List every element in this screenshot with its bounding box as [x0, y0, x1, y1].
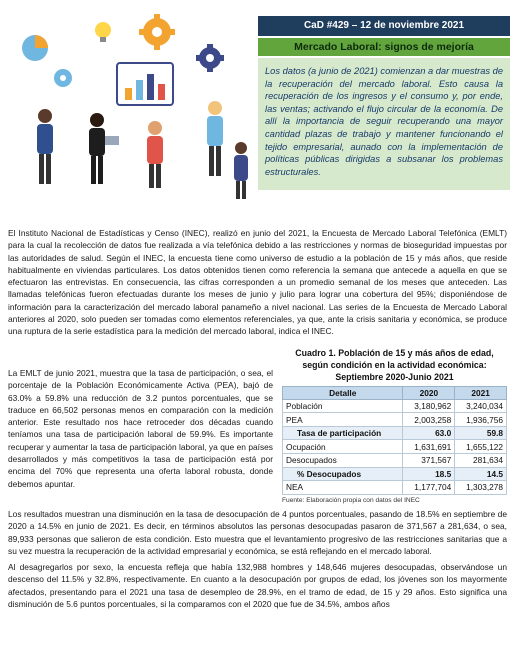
table-row	[283, 399, 507, 413]
lightbulb-icon	[95, 22, 111, 42]
cell-value: 3,180,962	[403, 399, 455, 413]
table-row	[283, 481, 507, 495]
table-body	[283, 399, 507, 494]
cell-value: 1,303,278	[455, 481, 507, 495]
table-source: Fuente: Elaboración propia con datos del INEC	[282, 496, 420, 504]
cell-value: 63.0	[403, 426, 455, 440]
row-label: Ocupación	[283, 440, 403, 454]
labor-market-table	[282, 386, 507, 495]
table-row	[283, 453, 507, 467]
body-paragraph-3: Los resultados muestran una disminución en la tasa de desocupación de 4 puntos porcentuales, pasando de 18.5% en septiembre de 2020 a 14.5% en junio de 2021. Es decir, en términos absolutos las personas desocupadas pasaron de 371,567 a 281,634, o sea, 89,933 personas que salieron de esta condición. Esto muestra que el levantamiento progresivo de las restricciones sanitarias que a su vez muestra la recuperación de la actividad empresarial y económica, se está reflejando en el mercado laboral.	[8, 509, 507, 556]
column-header: 2020	[403, 386, 455, 399]
cell-value: 3,240,034	[455, 399, 507, 413]
person-figure	[147, 121, 163, 188]
row-label: % Desocupados	[283, 467, 403, 481]
issue-header: CaD #429 – 12 de noviembre 2021	[258, 16, 510, 36]
body-paragraph-1: El Instituto Nacional de Estadísticas y Censo (INEC), realizó en junio del 2021, la Encuesta de Mercado Laboral Telefónica (EMLT) para la cual la recolección de datos fue realizada a vía telefónica debido a las restricciones y normas de bioseguridad impuestas por las autoridades de salud. Según el INEC, la encuesta tiene como universo de estudio a la población de 15 y más años, que reside habitualmente en viviendas particulares. Los datos obtenidos tienen como referencia la semana que antecede a aquella en que se efectuaron las entrevistas. En consecuencia, las cifras corresponden a un promedio semanal de los meses que anteceden. Las llamadas telefónicas fueron efectuadas durante los meses de junio y julio para lograr una cobertura del 95%; disponiéndose de información para la caracterización del mercado laboral panameño a nivel nacional. Las series de la Encuesta de Mercado Laboral anteriores al 2020, solo pueden ser tomadas como elementos referenciales, ya que, ante la crisis sanitaria y económica, se produce una ruptura de la serie estadística para la medición del mercado laboral, indica el INEC.	[8, 228, 507, 337]
body-paragraph-2: La EMLT de junio 2021, muestra que la tasa de participación, o sea, el porcentaje de la Población Económicamente Activa (PEA), bajó de 63.0% a 59.8% una reducción de 3.2 puntos porcentuales, que se traduce en 66,502 personas menos en comparación con la medición anterior. Este resultado nos hace retroceder dos décadas cuando teníamos una tasa de participación laboral de 59.9%. Es importante recuperar y aumentar la tasa de participación laboral, ya que en países desarrollados y más competitivos la tasa de participación está por encima del 70% que representa una oferta laboral robusta, donde debemos apuntar.	[8, 368, 273, 489]
cell-value: 1,631,691	[403, 440, 455, 454]
table-row	[283, 426, 507, 440]
cell-value: 2,003,258	[403, 413, 455, 427]
chart-board-icon	[117, 63, 173, 105]
cell-value: 14.5	[455, 467, 507, 481]
row-label: PEA	[283, 413, 403, 427]
table-row	[283, 413, 507, 427]
row-label: NEA	[283, 481, 403, 495]
row-label: Desocupados	[283, 453, 403, 467]
cell-value: 1,177,704	[403, 481, 455, 495]
intro-summary: Los datos (a junio de 2021) comienzan a dar muestras de la recuperación del mercado laboral. Esto causa la recuperación de los ingresos y el consumo y, por ende, las ventas; activando el flujo circular de la economía. De allí la importancia de seguir recuperando una mayor cantidad plazas de trabajo y mantener funcionando el tejido empresarial, aunado con la implementación de políticas públicas dirigidas a subsanar los problemas estructurales.	[258, 58, 510, 190]
gear-icon	[54, 69, 72, 87]
table-header-row	[283, 386, 507, 399]
cell-value: 371,567	[403, 453, 455, 467]
pie-chart-icon	[22, 35, 48, 61]
table-row	[283, 440, 507, 454]
cell-value: 18.5	[403, 467, 455, 481]
person-figure	[234, 142, 248, 199]
column-header: 2021	[455, 386, 507, 399]
body-paragraph-4: Al desagregarlos por sexo, la encuesta refleja que había 132,988 hombres y 148,646 mujeres desocupadas, observándose un descenso del 11.5% y 32.8%, respectivamente. En cuanto a la desocupación por grupos de edad, los jóvenes son los mayormente afectados, presentando para el 2021 una tasa de desempleo de 28.9%, en el tramo de edad, de 15 y 29 años. Esto significa una disminución de 5.6 puntos porcentuales, si la comparamos con el 2020 que fue de 34.5%, ambos años	[8, 562, 507, 609]
person-figure	[89, 113, 119, 184]
cell-value: 281,634	[455, 453, 507, 467]
person-figure	[37, 109, 53, 184]
row-label: Población	[283, 399, 403, 413]
table-row	[283, 467, 507, 481]
column-header: Detalle	[283, 386, 403, 399]
person-figure	[207, 101, 223, 176]
gear-icon	[196, 44, 224, 72]
business-team-illustration	[5, 8, 255, 203]
table-caption: Cuadro 1. Población de 15 y más años de edad, según condición en la actividad económica: Septiembre 2020-Junio 2021	[295, 348, 494, 383]
cell-value: 59.8	[455, 426, 507, 440]
row-label: Tasa de participación	[283, 426, 403, 440]
cell-value: 1,936,756	[455, 413, 507, 427]
gear-icon	[139, 14, 175, 50]
article-title: Mercado Laboral: signos de mejoría	[258, 38, 510, 56]
table-block	[282, 347, 507, 504]
cell-value: 1,655,122	[455, 440, 507, 454]
